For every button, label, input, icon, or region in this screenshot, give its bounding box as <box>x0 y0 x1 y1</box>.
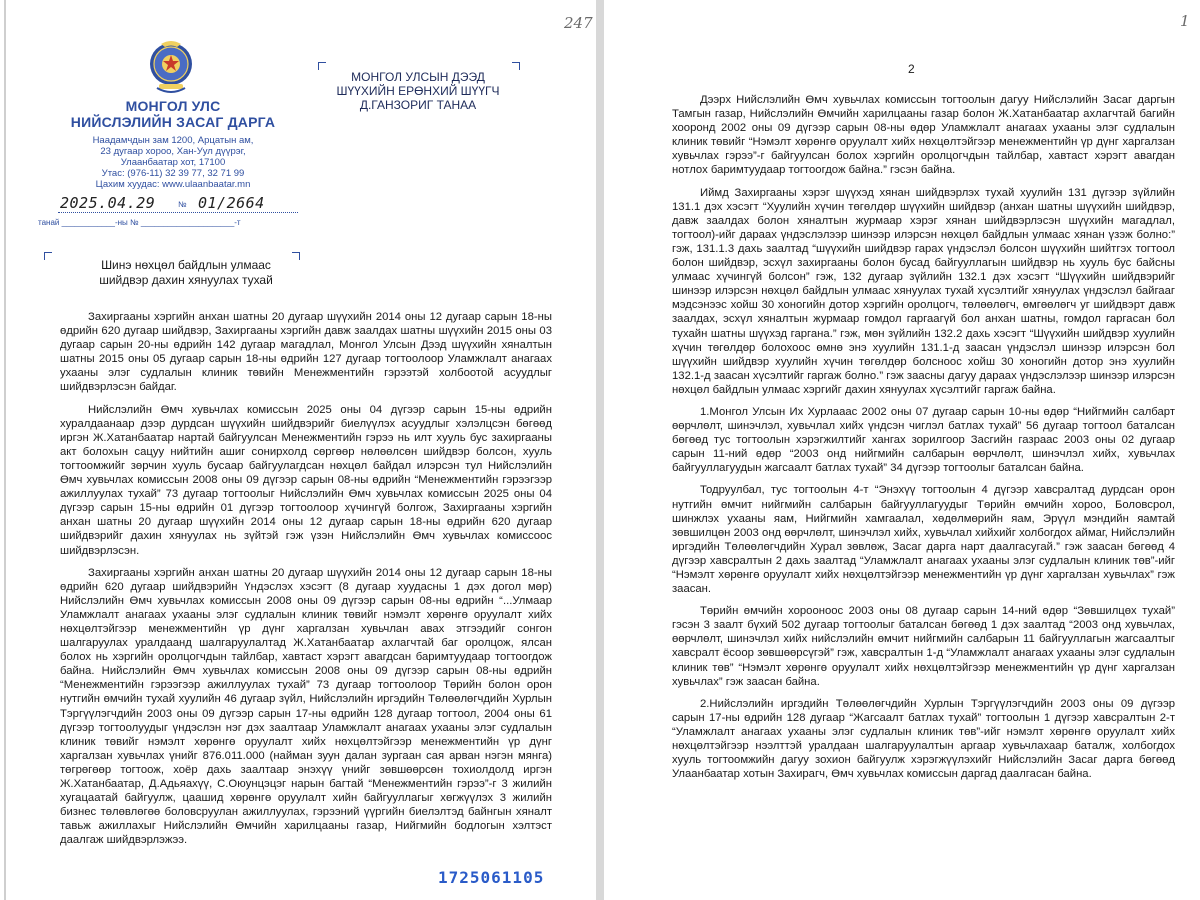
body-paragraph: 1.Монгол Улсын Их Хурлааас 2002 оны 07 дугаар сарын 10-ны өдөр “Нийгмийн салбарт өөрчлөлт, шинэчлэл, хувьчлал хийх үндсэн чиглэл батлах тухай” 56 дугаар тогтоол баталсан бөгөөд тус тогтоолын хэрэгжилтийг хангах зорилгоор Засгийн газраас 2003 оны 02 дугаар сарын 11-ний өдөр “2003 онд нийгмийн салбарын өөрчлөлт, шинэчлэл хийх, хувьчлах байгууллагуудын жагсаалт батлах тухай” 34 дүгээр тогтоолыг баталсан байна. <box>672 405 1175 475</box>
subject-line: Шинэ нөхцөл байдлын улмаас <box>101 258 271 272</box>
address-line: 23 дугаар хороо, Хан-Уул дүүрэг, <box>100 146 246 157</box>
body-paragraph: 2.Нийслэлийн иргэдийн Төлөөлөгчдийн Хурлын Тэргүүлэгчдийн 2003 оны 09 дүгээр сарын 17-ны өдрийн 128 дугаар “Жагсаалт батлах тухай” тогтоолын 1 дүгээр хавсралтын 2-т “Уламжлалт анагаах ухааны элэг судлалын клиник төв”-ийг нэмэлт хөрөнгө оруулалт хийх нөхцөлтэйгээр нээлттэй уралдаан шалгаруулалтын аргаар хувьчлахаар баталж, холбогдох хууль тогтоомжийн дагуу зохион байгуулж хэрэгжүүлэхийг Нийслэлийн Засаг дарга бөгөөд Улаанбаатар хотын Захирагч, Өмч хувьчлах комиссын даргад даалгасан байна. <box>672 697 1175 781</box>
registration-underline <box>58 212 298 213</box>
corner-mark <box>318 62 326 70</box>
addressee-line: МОНГОЛ УЛСЫН ДЭЭД <box>351 70 485 84</box>
body-paragraph: Дээрх Нийслэлийн Өмч хувьчлах комиссын тогтоолын дагуу Нийслэлийн Засаг даргын Тамгын газар, Нийслэлийн Өмчийн харилцааны газар болон Ж.Хатанбаатар ахлагчтай багийн хооронд 2002 оны 09 дүгээр сарын 08-ны өдөр Уламжлалт анагаах ухааны элэг судлалын клиник төвийг “Нэмэлт хөрөнгө оруулалт хийх нөхцөлтэйгээр менежментийн үр дүнг харгалзан хувьчлах гэрээ”-г байгуулсан болох хэргийн оролцогчдын тайлбар, хавтаст хэрэгт авагдан нотлох баримтуудаар тогтоогдож байна.” гэсэн байна. <box>672 94 1175 177</box>
handwritten-page-number: 247 <box>564 14 593 32</box>
corner-mark <box>512 62 520 70</box>
organization-name-line2: НИЙСЛЭЛИЙН ЗАСАГ ДАРГА <box>70 114 276 130</box>
scan-edge <box>4 0 6 900</box>
addressee-block <box>318 70 518 112</box>
body-paragraph: Төрийн өмчийн хорооноос 2003 оны 08 дугаар сарын 14-ний өдөр “Зөвшилцөх тухай” гэсэн 3 заалт бүхий 502 дугаар тогтоолыг баталсан бөгөөд 1 дэх заалтад “2003 онд хувьчлах, өөрчлөлт, шинэчлэл хийх нийслэлийн өмчит нийгмийн салбарын 11 байгууллагын жагсаалтыг хавсралт ёсоор зөвшөөрсүгэй” гэж, хавсралтын 1-д “Уламжлалт анагаах ухааны элэг судлалын клиник төв” “Нэмэлт хөрөнгө оруулалт хийх нөхцөлтэйгээр менежментийн үр дүнг харгалзан хувьчлах” гэж заасан байна. <box>672 605 1175 688</box>
page-gutter <box>596 0 604 900</box>
addressee-line: ШҮҮХИЙН ЕРӨНХИЙ ШҮҮГЧ <box>336 84 500 98</box>
document-serial-number: 1725061105 <box>438 868 545 887</box>
document-page-1 <box>0 0 596 900</box>
body-paragraph: Иймд Захиргааны хэрэг шүүхэд хянан шийдвэрлэх тухай хуулийн 131 дүгээр зүйлийн 131.1 дэх хэсэгт “Хуулийн хүчин төгөлдөр шүүхийн шийдвэр (анхан шатны шүүхийн шийдвэр, давж заалдах болон хяналтын журмаар хэрэг хянан шийдвэрлэсэн шүүхийн магадлал, тогтоол)-ийг дараах үндэслэлээр шинээр илэрсэн нөхцөл байдлын улмаас хянан үзэж болно:” гэж, 131.1.3 дахь заалтад “шүүхийн шийдвэр гарах үндэслэл болсон шүүхийн шийтгэх тогтоол болон шийдвэр, эсхүл захиргааны болон бусад байгууллагын шийдвэр нь хууль бус байсны улмаас хүчингүй болсон” гэж, 132 дугаар зүйлийн 132.1 дэх хэсэгт “Шүүхийн шийдвэрийг шинээр илэрсэн нөхцөл байдлын улмаас хянуулах тухай хүсэлтийг хянуулах үндэслэл байгааг мэдсэнээс хойш 30 хоногийн дотор хэргийн оролцогч, төлөөлөгч, өмгөөлөгч уг шийдвэрт давж заалдах, эсхүл хяналтын журмаар гомдол гаргаагүй бол анхан шатны, гомдол гаргасан бол тухайн шатны шүүхэд гаргана.” гэж, мөн зүйлийн 132.2 дахь хэсэгт “Шүүхийн шийдвэр хуулийн хүчин төгөлдөр болохоос өмнө энэ хуулийн 131.1-д заасан үндэслэл шинээр илэрсэн бол шүүхийн шийдвэр хуулийн хүчин төгөлдөр болсноос хойш 30 хоногийн дотор энэ хуулийн 132.1-д заасан хүсэлтийг гаргаж болно.” гэж заасны дагуу дараах үндэслэлээр шинээр илэрсэн нөхцөл байдлын улмаас хэргийг дахин хянуулах хүсэлтийг гаргаж байна. <box>672 186 1175 396</box>
address-line: Улаанбаатар хот, 17100 <box>120 157 226 168</box>
handwritten-page-number: 1 <box>1180 12 1190 30</box>
registration-date: 2025.04.29 <box>60 194 156 212</box>
body-paragraph: Захиргааны хэргийн анхан шатны 20 дугаар шүүхийн 2014 оны 12 дугаар сарын 18-ны өдрийн 620 дугаар шийдвэрийн Үндэслэх хэсэгт (8 дугаар хуудасны 1 дэх догол мөр) Нийслэлийн Өмч хувьчлах комиссын 2008 оны 09 дүгээр сарын 08-ны өдрийн “...Улмаар Уламжлалт анагаах ухааны элэг судлалын клиник төвийг нэмэлт хөрөнгө оруулалт хийх нөхцөлтэйгээр менежментийн үр дүнг харгалзан хувьчлан авах этгээдийг сонгон шалгаруулах уралдаанд шалгаруулалтад Ж.Хатанбаатар ахлагчтай баг оролцож, ялсан болох нь хэргийн оролцогчдын тайлбар, хавтаст хэрэгт авагдсан баримтуудаар тогтоогдож байна. Нийслэлийн Өмч хувьчлах комиссын 2008 оны 09 дүгээр сарын 08-ны өдрийн “Менежментийн гэрээгээр ажиллуулах тухай” 73 дугаар тогтоолоор Төрийн болон орон нутгийн өмчийн тухай хуулийн 46 дугаар зүйл, Нийслэлийн иргэдийн Төлөөлөгчдийн Хурлын Тэргүүлэгчдийн 2003 оны 09 дүгээр сарын 17-ны өдрийн 128 дугаар тогтоол, 2004 оны 61 дүгээр тогтоолуудыг үндэслэн нэг дэх заалтаар Уламжлалт анагаах ухааны элэг судлалын клиник төвийг нэмэлт хөрөнгө оруулалт хийх нөхцөлтэйгээр менежментийн үр дүнг харгалзан хувьчлах үнийг 876.011.000 (найман зуун далан зургаан сая арван нэгэн мянга) төгрөгөөр тогтоож, хоёр дахь заалтаар энэхүү үнийг зөвшөөрсөн тохиолдолд иргэн Ж.Хатанбаатар, Д.Адьяахүү, С.Оюунцэцэг нарын багтай “Менежментийн гэрээ”-г 3 жилийн хугацаатай байгуулж, цаашид хөрөнгө оруулалт хийн байгууллагыг хөгжүүлэх 3 жилийн бизнес төлөвлөгөө боловсруулан ажиллуулах, гэрээний үүргийн биелэлтэд байнгын хяналт тавьж ажиллахыг Нийслэлийн Өмчийн харилцааны газар, Нийгмийн бодлогын хэлтэст даалгаж шийдвэрлэжээ. <box>60 566 552 847</box>
address-line: Утас: (976-11) 32 39 77, 32 71 99 <box>101 168 245 179</box>
addressee-line: Д.ГАНЗОРИГ ТАНАА <box>359 98 477 112</box>
registration-number-label: № <box>178 200 187 209</box>
organization-name <box>58 98 288 130</box>
organization-name-line1: МОНГОЛ УЛС <box>125 98 221 114</box>
body-paragraph: Нийслэлийн Өмч хувьчлах комиссын 2025 оны 04 дүгээр сарын 15-ны өдрийн хуралдаанаар дээр дурдсан шүүхийн шийдвэрийг биелүүлэх асуудлыг хэлэлцсэн бөгөөд иргэн Ж.Хатанбаатар нартай байгуулсан Менежментийн гэрээ нь илт хууль бус захиргааны акт болохын сацуу нийтийн ашиг сонирхолд сөргөөр нөлөөлсөн шийдвэр болсон, хууль тогтоомжийг зөрчин хууль бусаар байгуулагдсан нөхцөл байдал илэрсэн тул Нийслэлийн Өмч хувьчлах комиссын 2008 оны 09 дүгээр сарын 08-ны өдрийн “Менежментийн гэрээгээр ажиллуулах тухай” 73 дугаар тогтоолыг Нийслэлийн Өмч хувьчлах комиссын 2025 оны 04 дүгээр сарын 15-ны өдрийн 01 дүгээр тогтоолоор хүчингүй болгож, Захиргааны хэргийн анхан шатны 20 дугаар шүүхийн 2014 оны 12 дугаар сарын 18-ны өдрийн 620 дугаар шийдвэрийг дахин хянуулах нь зүйтэй гэж үзэн Нийслэлийн Өмч хувьчлах комиссоос шийдвэрлэсэн. <box>60 403 552 557</box>
organization-address <box>58 135 288 190</box>
letter-subject <box>76 258 296 288</box>
letter-body-continued <box>672 93 1175 789</box>
letter-body <box>60 310 552 855</box>
address-line: Цахим хуудас: www.ulaanbaatar.mn <box>95 179 251 190</box>
registration-number: 01/2664 <box>198 194 265 212</box>
subject-line: шийдвэр дахин хянуулах тухай <box>99 273 273 287</box>
page-number: 2 <box>908 62 915 76</box>
reply-reference-line: танай ____________-ны № _____________________-т <box>38 218 241 227</box>
corner-mark <box>44 252 52 260</box>
body-paragraph: Тодруулбал, тус тогтоолын 4-т “Энэхүү тогтоолын 4 дүгээр хавсралтад дурдсан орон нутгийн өмчит нийгмийн салбарын байгууллагуудыг Төрийн өмчийн хороо, Боловсрол, шинжлэх ухааны яам, Нийгмийн хамгаалал, хөдөлмөрийн яам, Эрүүл мэндийн яамтай зөвшилцөн 2003 онд өөрчлөлт, шинэчлэл хийх, хувьчлал хийхийг холбогдох аймаг, Нийслэлийн иргэдийн Төлөөлөгчдийн Хурал зөвлөж, Засаг дарга нарт даалгасугай.” гэж заасан бөгөөд 4 дүгээр хавсралтын 2 дахь заалтад “Уламжлалт анагаах ухааны элэг судлалын клиник төв”-ийг “Нэмэлт хөрөнгө оруулалт хийх нөхцөлтэйгээр менежментийн үр дүнг харгалзан хувьчлах” гэж заасан. <box>672 484 1175 596</box>
body-paragraph: Захиргааны хэргийн анхан шатны 20 дугаар шүүхийн 2014 оны 12 дугаар сарын 18-ны өдрийн 620 дугаар шийдвэр, Захиргааны хэргийн давж заалдах шатны шүүхийн 2015 оны 03 дугаар сарын 20-ны өдрийн 142 дугаар магадлал, Монгол Улсын Дээд шүүхийн хяналтын шатны 2015 оны 05 дугаар сарын 18-ны өдрийн 127 дугаар тогтоолоор Уламжлалт анагаах ухааны элэг судлалын клиник төвийн Менежментийн гэрээтэй холбоотой асуудлыг шийдвэрлэсэн байдаг. <box>60 311 552 394</box>
address-line: Наадамчдын зам 1200, Арцатын ам, <box>92 135 254 146</box>
mongolia-state-emblem-icon <box>147 38 195 98</box>
